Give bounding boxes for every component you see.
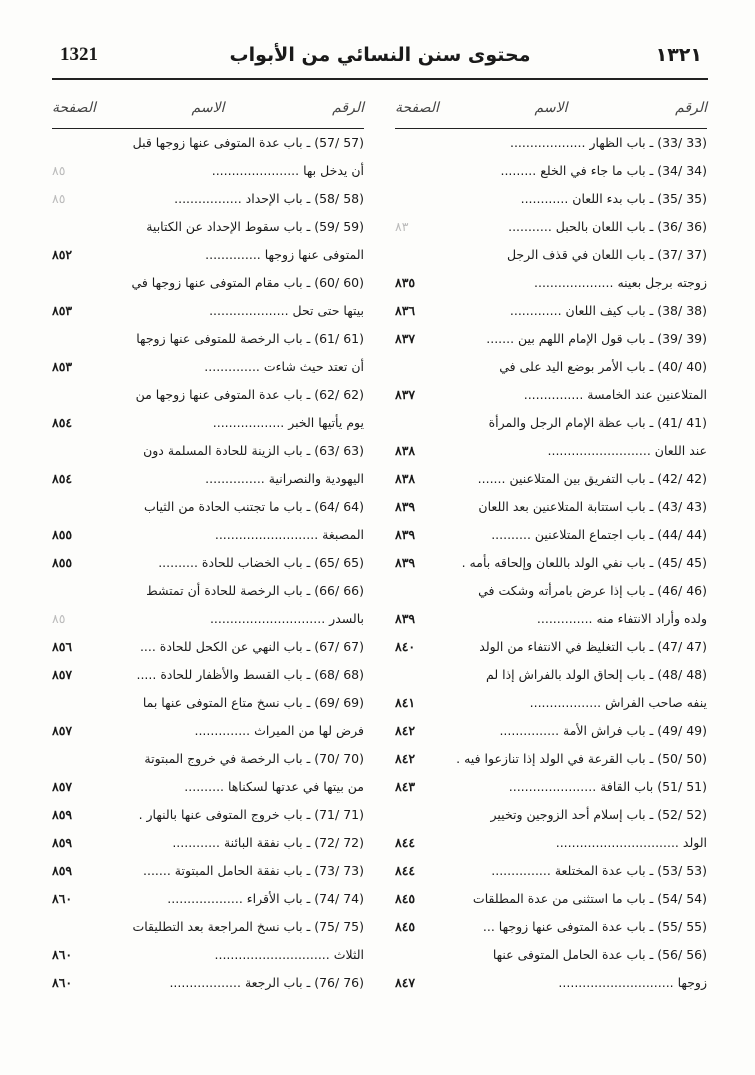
num-label: الرقم <box>332 100 364 116</box>
toc-entry <box>395 381 707 409</box>
entry-text: (60 /60) ـ باب مقام المتوفى عنها زوجها في <box>131 275 364 290</box>
name-label: الاسم <box>191 100 225 116</box>
entry-list <box>52 129 364 997</box>
entry-text: (39 /39) ـ باب قول الإمام اللهم بين ....... <box>486 331 707 346</box>
toc-entry <box>395 857 707 885</box>
entry-text: (70 /70) ـ باب الرخصة في خروج المبتوتة <box>144 751 364 766</box>
toc-entry <box>395 969 707 997</box>
page-number-arabic: ١٣٢١ <box>655 44 702 66</box>
entry-text: (62 /62) ـ باب عدة المتوفى عنها زوجها من <box>135 387 364 402</box>
entry-page-number: ٨٥٩ <box>52 863 73 878</box>
page-header <box>52 40 708 80</box>
toc-entry <box>395 325 707 353</box>
toc-entry <box>395 185 707 213</box>
entry-page-number: ٨٥٥ <box>52 555 73 570</box>
entry-text: (56 /56) ـ باب عدة الحامل المتوفى عنها <box>492 947 707 962</box>
toc-entry <box>395 129 707 157</box>
entry-page-number: ٨٣٩ <box>395 499 416 514</box>
entry-page-number: ٨٥٧ <box>52 667 73 682</box>
toc-entry <box>395 297 707 325</box>
num-label: الرقم <box>675 100 707 116</box>
entry-text: (64 /64) ـ باب ما تجتنب الحادة من الثياب <box>143 499 364 514</box>
toc-entry <box>395 745 707 773</box>
toc-entry <box>52 241 364 269</box>
entry-text: الولد ............................... <box>555 835 707 850</box>
entry-text: (52 /52) ـ باب إسلام أحد الزوجين وتخيير <box>490 807 707 822</box>
entry-page-number: ٨٦٠ <box>52 891 73 906</box>
entry-text: (55 /55) ـ باب عدة المتوفى عنها زوجها ... <box>482 919 707 934</box>
toc-entry <box>52 689 364 717</box>
toc-entry <box>395 409 707 437</box>
entry-page-number: ٨٥٤ <box>52 471 73 486</box>
entry-page-number: ٨٥٤ <box>52 415 73 430</box>
entry-text: زوجته برجل بعينه .................... <box>534 275 707 290</box>
entry-page-number: ٨٤٣ <box>395 779 416 794</box>
entry-page-number: ٨٣٧ <box>395 331 416 346</box>
entry-text: (51 /51) باب القافة ...................... <box>508 779 707 794</box>
entry-text: أن يدخل بها ...................... <box>211 163 364 178</box>
entry-text: (34 /34) ـ باب ما جاء في الخلع ......... <box>500 163 707 178</box>
entry-text: (61 /61) ـ باب الرخصة للمتوفى عنها زوجها <box>136 331 364 346</box>
toc-entry <box>52 885 364 913</box>
toc-entry <box>395 157 707 185</box>
entry-text: (43 /43) ـ باب استتابة المتلاعنين بعد اللعان <box>478 499 707 514</box>
entry-text: (50 /50) ـ باب القرعة في الولد إذا تنازعوا فيه . <box>456 751 707 766</box>
entry-page-number: ٨٦٠ <box>52 947 73 962</box>
entry-text: (67 /67) ـ باب النهي عن الكحل للحادة .... <box>139 639 364 654</box>
toc-entry <box>52 437 364 465</box>
entry-text: (72 /72) ـ باب نفقة البائنة ............ <box>172 835 364 850</box>
entry-text: (42 /42) ـ باب التفريق بين المتلاعنين ....... <box>477 471 707 486</box>
entry-text: (36 /36) ـ باب اللعان بالحبل ........... <box>508 219 707 234</box>
entry-text: فرض لها من الميراث .............. <box>194 723 364 738</box>
toc-entry <box>395 493 707 521</box>
entry-page-number: ٨٥٣ <box>52 359 73 374</box>
column-header <box>52 94 364 129</box>
toc-entry <box>52 857 364 885</box>
entry-text: (75 /75) ـ باب نسخ المراجعة بعد التطليقات <box>132 919 364 934</box>
entry-page-number: ٨٤٤ <box>395 863 416 878</box>
entry-page-number: ٨٤٢ <box>395 751 416 766</box>
toc-entry <box>395 521 707 549</box>
entry-page-number: ٨٥٦ <box>52 639 73 654</box>
entry-page-number: ٨٥ <box>52 163 66 178</box>
entry-text: (47 /47) ـ باب التغليظ في الانتفاء من الولد <box>479 639 707 654</box>
entry-page-number: ٨٥٩ <box>52 835 73 850</box>
left-column <box>52 94 364 1054</box>
entry-page-number: ٨٥٣ <box>52 303 73 318</box>
entry-text: (63 /63) ـ باب الزينة للحادة المسلمة دون <box>143 443 364 458</box>
entry-page-number: ٨٤٤ <box>395 835 416 850</box>
entry-text: ينفه صاحب الفراش .................. <box>529 695 707 710</box>
entry-page-number: ٨٥٩ <box>52 807 73 822</box>
entry-text: بالسدر ............................. <box>209 611 364 626</box>
entry-text: يوم يأتيها الخبر .................. <box>212 415 364 430</box>
entry-text: (65 /65) ـ باب الخضاب للحادة .......... <box>158 555 364 570</box>
entry-text: الثلاث ............................. <box>214 947 364 962</box>
toc-entry <box>52 493 364 521</box>
toc-entry <box>395 773 707 801</box>
entry-page-number: ٨٥٧ <box>52 723 73 738</box>
entry-text: (59 /59) ـ باب سقوط الإحداد عن الكتابية <box>146 219 364 234</box>
toc-entry <box>52 269 364 297</box>
entry-text: (44 /44) ـ باب اجتماع المتلاعنين .......... <box>491 527 707 542</box>
entry-text: (45 /45) ـ باب نفي الولد باللعان وإلحاقه بأمه . <box>461 555 707 570</box>
toc-entry <box>52 745 364 773</box>
toc-entry <box>395 437 707 465</box>
toc-entry <box>395 549 707 577</box>
entry-page-number: ٨٥ <box>52 191 66 206</box>
entry-page-number: ٨٣٩ <box>395 527 416 542</box>
toc-entry <box>52 521 364 549</box>
toc-entry <box>52 353 364 381</box>
entry-page-number: ٨٣٧ <box>395 387 416 402</box>
toc-entry <box>395 885 707 913</box>
entry-page-number: ٨٣٩ <box>395 555 416 570</box>
page-number-latin: 1321 <box>60 44 98 65</box>
page-label: الصفحة <box>395 100 439 116</box>
column-header <box>395 94 707 129</box>
entry-text: (38 /38) ـ باب كيف اللعان ............. <box>509 303 707 318</box>
toc-entry <box>395 213 707 241</box>
toc-entry <box>52 633 364 661</box>
entry-text: (71 /71) ـ باب خروج المتوفى عنها بالنهار . <box>138 807 364 822</box>
toc-entry <box>395 913 707 941</box>
entry-page-number: ٨٣٦ <box>395 303 416 318</box>
entry-text: (40 /40) ـ باب الأمر بوضع اليد على في <box>499 359 707 374</box>
entry-page-number: ٨٥٥ <box>52 527 73 542</box>
entry-page-number: ٨٥ <box>52 611 66 626</box>
toc-entry <box>395 353 707 381</box>
entry-text: ولده وأراد الانتفاء منه .............. <box>536 611 707 626</box>
entry-list <box>395 129 707 997</box>
toc-entry <box>52 577 364 605</box>
entry-text: (54 /54) ـ باب ما استثنى من عدة المطلقات <box>472 891 707 906</box>
toc-entry <box>52 941 364 969</box>
toc-entry <box>52 325 364 353</box>
entry-page-number: ٨٣٨ <box>395 443 416 458</box>
entry-text: (58 /58) ـ باب الإحداد ................. <box>174 191 364 206</box>
entry-text: (49 /49) ـ باب فراش الأمة ............... <box>499 723 707 738</box>
entry-page-number: ٨٥٧ <box>52 779 73 794</box>
toc-entry <box>52 381 364 409</box>
toc-entry <box>395 801 707 829</box>
entry-text: (57 /57) ـ باب عدة المتوفى عنها زوجها قبل <box>132 135 364 150</box>
toc-entry <box>52 773 364 801</box>
toc-entry <box>395 269 707 297</box>
entry-page-number: ٨٦٠ <box>52 975 73 990</box>
entry-text: (69 /69) ـ باب نسخ متاع المتوفى عنها بما <box>142 695 364 710</box>
entry-text: (68 /68) ـ باب القسط والأظفار للحادة ..... <box>136 667 364 682</box>
toc-entry <box>395 941 707 969</box>
toc-entry <box>52 829 364 857</box>
toc-entry <box>52 969 364 997</box>
toc-entry <box>52 801 364 829</box>
toc-entry <box>52 661 364 689</box>
entry-page-number: ٨٣٨ <box>395 471 416 486</box>
toc-entry <box>52 157 364 185</box>
entry-text: زوجها ............................. <box>558 975 707 990</box>
toc-entry <box>395 633 707 661</box>
entry-text: اليهودية والنصرانية ............... <box>205 471 364 486</box>
entry-text: (41 /41) ـ باب عظة الإمام الرجل والمرأة <box>488 415 707 430</box>
right-column <box>395 94 707 1054</box>
entry-text: من بيتها في عدتها لسكناها .......... <box>184 779 364 794</box>
toc-entry <box>52 129 364 157</box>
entry-text: (53 /53) ـ باب عدة المختلعة ............... <box>491 863 707 878</box>
toc-entry <box>395 241 707 269</box>
entry-text: (73 /73) ـ باب نفقة الحامل المبتوتة ....... <box>143 863 364 878</box>
entry-text: بيتها حتى تحل .................... <box>209 303 364 318</box>
toc-entry <box>52 213 364 241</box>
entry-text: عند اللعان .......................... <box>547 443 707 458</box>
entry-text: المصبغة .......................... <box>214 527 364 542</box>
entry-page-number: ٨٤٥ <box>395 919 416 934</box>
entry-text: (74 /74) ـ باب الأقراء ................... <box>167 891 364 906</box>
entry-text: (76 /76) ـ باب الرجعة .................. <box>169 975 364 990</box>
toc-entry <box>52 465 364 493</box>
entry-text: (46 /46) ـ باب إذا عرض بامرأته وشكت في <box>478 583 707 598</box>
toc-entry <box>52 297 364 325</box>
toc-entry <box>395 465 707 493</box>
page-label: الصفحة <box>52 100 96 116</box>
toc-entry <box>52 913 364 941</box>
toc-entry <box>395 661 707 689</box>
entry-text: (48 /48) ـ باب إلحاق الولد بالفراش إذا لم <box>486 667 707 682</box>
entry-page-number: ٨٣٩ <box>395 611 416 626</box>
entry-text: (35 /35) ـ باب بدء اللعان ............ <box>520 191 707 206</box>
entry-page-number: ٨٤٢ <box>395 723 416 738</box>
toc-entry <box>395 717 707 745</box>
toc-entry <box>395 577 707 605</box>
toc-entry <box>395 689 707 717</box>
entry-page-number: ٨٣ <box>395 219 409 234</box>
entry-text: (66 /66) ـ باب الرخصة للحادة أن تمتشط <box>146 583 364 598</box>
entry-page-number: ٨٤١ <box>395 695 416 710</box>
entry-page-number: ٨٥٢ <box>52 247 73 262</box>
entry-page-number: ٨٤٧ <box>395 975 416 990</box>
entry-page-number: ٨٤٠ <box>395 639 416 654</box>
toc-entry <box>52 549 364 577</box>
toc-entry <box>52 605 364 633</box>
entry-text: (33 /33) ـ باب الظهار ................... <box>509 135 707 150</box>
entry-text: أن تعتد حيث شاءت .............. <box>204 359 364 374</box>
entry-page-number: ٨٤٥ <box>395 891 416 906</box>
toc-entry <box>395 829 707 857</box>
name-label: الاسم <box>534 100 568 116</box>
entry-text: المتلاعنين عند الخامسة ............... <box>523 387 707 402</box>
toc-entry <box>395 605 707 633</box>
entry-text: (37 /37) ـ باب اللعان في قذف الرجل <box>506 247 707 262</box>
toc-entry <box>52 717 364 745</box>
toc-entry <box>52 185 364 213</box>
page-title: محتوى سنن النسائي من الأبواب <box>229 44 531 66</box>
entry-text: المتوفى عنها زوجها .............. <box>205 247 364 262</box>
toc-entry <box>52 409 364 437</box>
entry-page-number: ٨٣٥ <box>395 275 416 290</box>
